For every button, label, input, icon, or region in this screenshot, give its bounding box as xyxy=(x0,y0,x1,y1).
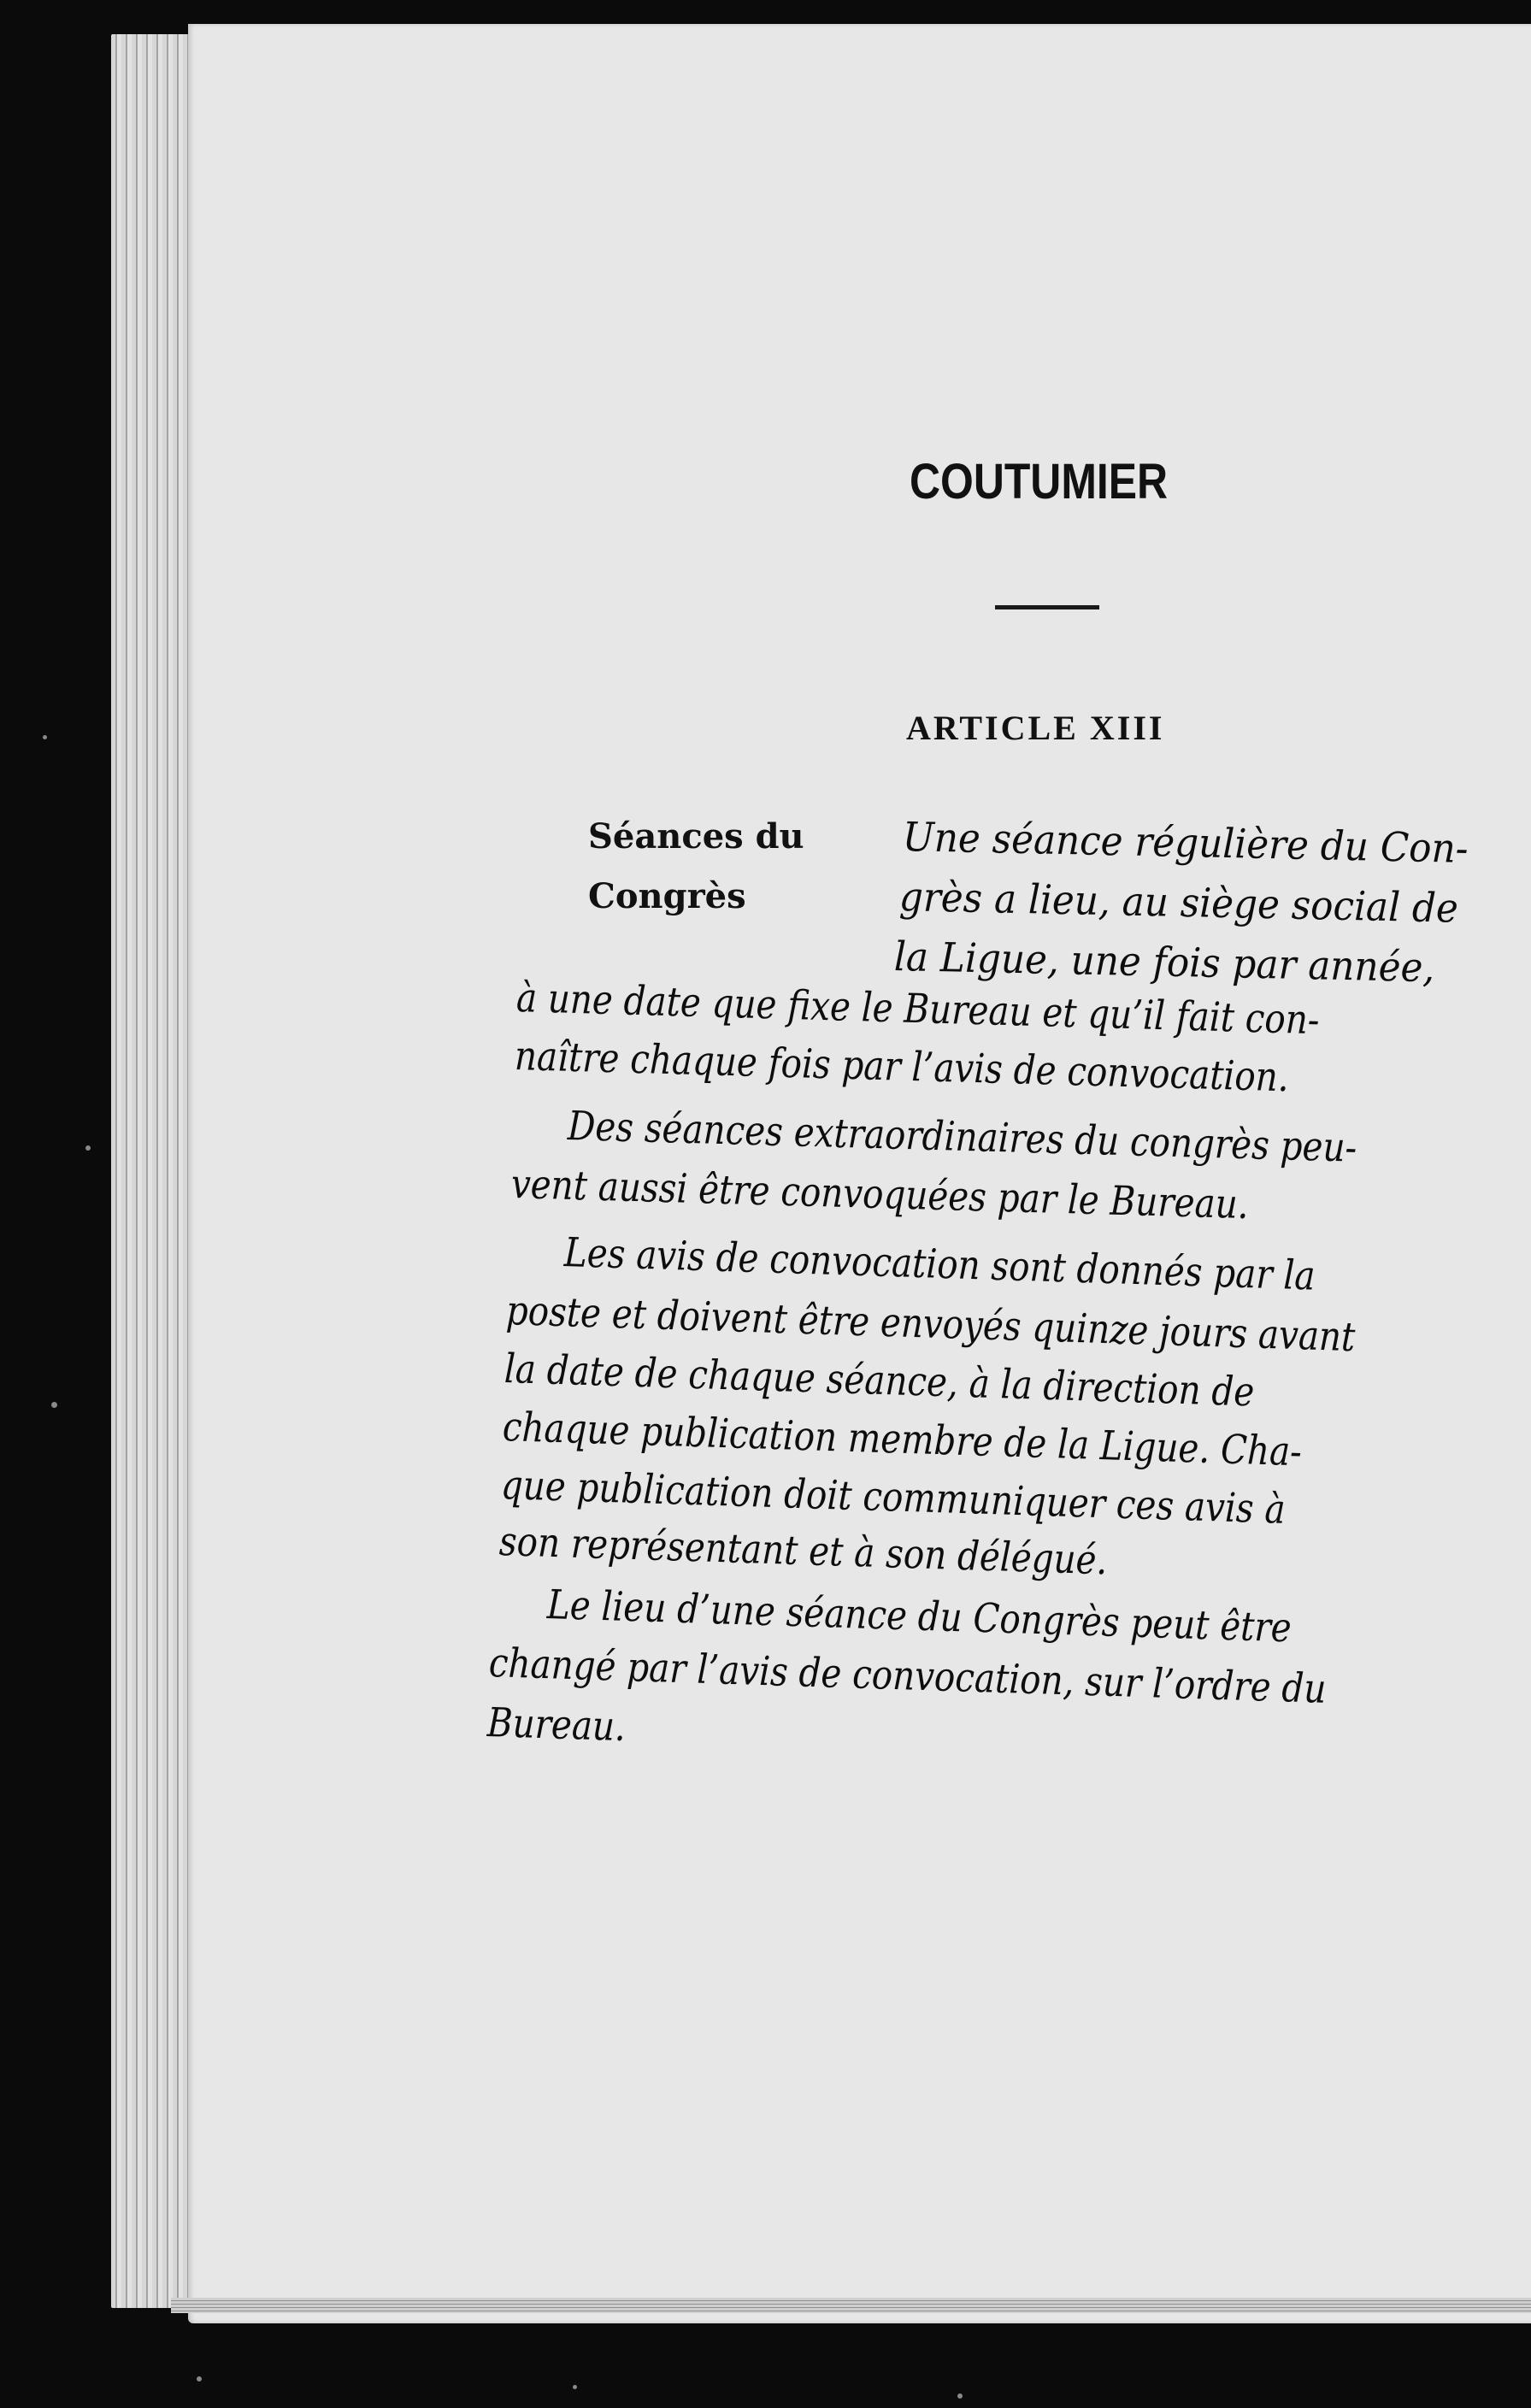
body-line: changé par l’avis de convocation, sur l’ordre du xyxy=(488,1640,1328,1713)
article-heading: ARTICLE XIII xyxy=(906,709,1165,747)
speck xyxy=(957,2393,963,2399)
speck xyxy=(43,735,47,739)
body-line: Une séance régulière du Con- xyxy=(902,814,1469,873)
body-line: grès a lieu, au siège social de xyxy=(898,874,1459,933)
body-line: vent aussi être convoquées par le Bureau. xyxy=(510,1161,1250,1229)
body-line: Les avis de convocation sont donnés par la xyxy=(563,1229,1316,1300)
page-title: COUTUMIER xyxy=(910,454,1169,509)
body-line: Des séances extraordinaires du congrès peu- xyxy=(567,1103,1357,1172)
body-line: naître chaque fois par l’avis de convocation. xyxy=(514,1033,1290,1102)
body-line: chaque publication membre de la Ligue. Cha- xyxy=(502,1404,1303,1476)
body-line: Le lieu d’une séance du Congrès peut être xyxy=(546,1581,1293,1652)
margin-note xyxy=(588,807,804,927)
margin-note-line: Séances du xyxy=(588,816,804,857)
speck xyxy=(51,1402,57,1408)
title-rule xyxy=(995,605,1099,609)
speck xyxy=(573,2385,577,2389)
speck xyxy=(197,2376,202,2382)
body-line: que publication doit communiquer ces avis à xyxy=(500,1462,1287,1534)
body-line: à une date que fixe le Bureau et qu’il fait con- xyxy=(515,974,1321,1045)
body-line: la date de chaque séance, à la direction de xyxy=(503,1345,1256,1416)
speck xyxy=(85,1145,91,1151)
body-line: la Ligue, une fois par année, xyxy=(893,933,1435,992)
margin-note-line: Congrès xyxy=(588,876,746,916)
body-line: son représentant et à son délégué. xyxy=(498,1518,1109,1585)
body-line: Bureau. xyxy=(486,1699,627,1752)
body-line: poste et doivent être envoyés quinze jours avant xyxy=(505,1287,1357,1362)
page-bottom-edge xyxy=(171,2298,1531,2313)
